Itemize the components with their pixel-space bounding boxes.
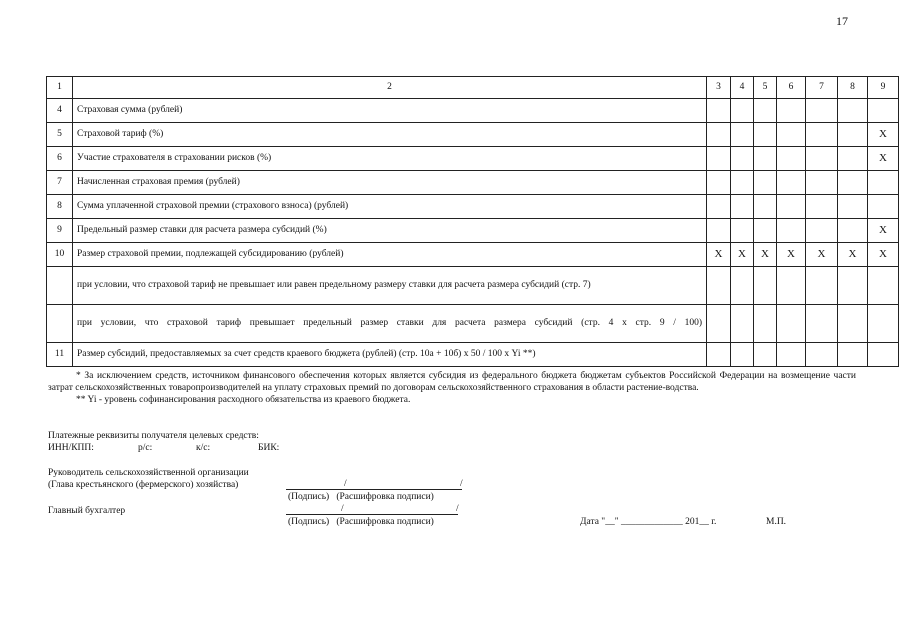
accountant-signature-line bbox=[286, 514, 458, 515]
row-number bbox=[47, 267, 73, 305]
row-mark-cell bbox=[777, 267, 806, 305]
row-mark-cell: Х bbox=[838, 243, 868, 267]
row-mark-cell bbox=[868, 305, 899, 343]
row-mark-cell: Х bbox=[868, 243, 899, 267]
row-mark-cell bbox=[777, 99, 806, 123]
footnotes bbox=[48, 370, 856, 406]
row-label: Предельный размер ставки для расчета размера субсидий (%) bbox=[73, 219, 707, 243]
row-label: Участие страхователя в страховании рисков (%) bbox=[73, 147, 707, 171]
header-cell: 3 bbox=[707, 77, 731, 99]
row-number: 11 bbox=[47, 343, 73, 367]
row-label: при условии, что страховой тариф не превышает или равен предельному размеру ставки для расчета размера субсидий (стр. 7) bbox=[73, 267, 707, 305]
head-signature-slash-1: / bbox=[344, 479, 347, 489]
row-mark-cell bbox=[838, 171, 868, 195]
row-mark-cell bbox=[838, 219, 868, 243]
row-mark-cell bbox=[838, 305, 868, 343]
row-mark-cell bbox=[754, 305, 777, 343]
row-mark-cell bbox=[777, 123, 806, 147]
row-mark-cell bbox=[868, 99, 899, 123]
row-mark-cell bbox=[707, 195, 731, 219]
row-label: при условии, что страховой тариф превышает предельный размер ставки для расчета размера субсидий (стр. 4 х стр. 9 / 100) bbox=[73, 305, 707, 343]
row-mark-cell: Х bbox=[868, 219, 899, 243]
row-mark-cell bbox=[707, 147, 731, 171]
row-mark-cell bbox=[731, 219, 754, 243]
row-mark-cell bbox=[754, 123, 777, 147]
subsidy-calculation-table bbox=[46, 76, 899, 367]
row-mark-cell: Х bbox=[806, 243, 838, 267]
row-number: 9 bbox=[47, 219, 73, 243]
row-mark-cell: Х bbox=[754, 243, 777, 267]
accountant-signature-caption: (Подпись) (Расшифровка подписи) bbox=[288, 517, 434, 527]
row-mark-cell bbox=[707, 219, 731, 243]
table-row bbox=[47, 219, 899, 243]
row-number: 6 bbox=[47, 147, 73, 171]
row-mark-cell bbox=[777, 171, 806, 195]
row-mark-cell bbox=[754, 343, 777, 367]
row-mark-cell bbox=[707, 171, 731, 195]
table-row bbox=[47, 243, 899, 267]
payment-bik-label: БИК: bbox=[258, 443, 280, 453]
row-mark-cell bbox=[838, 343, 868, 367]
row-mark-cell bbox=[777, 305, 806, 343]
header-cell: 4 bbox=[731, 77, 754, 99]
table-row bbox=[47, 123, 899, 147]
payment-title: Платежные реквизиты получателя целевых средств: bbox=[48, 431, 259, 441]
row-mark-cell bbox=[731, 267, 754, 305]
head-signature-caption: (Подпись) (Расшифровка подписи) bbox=[288, 492, 434, 502]
row-mark-cell bbox=[868, 171, 899, 195]
row-mark-cell bbox=[777, 147, 806, 171]
row-mark-cell bbox=[806, 123, 838, 147]
row-mark-cell bbox=[868, 195, 899, 219]
head-signature-title: Руководитель сельскохозяйственной организации bbox=[48, 468, 249, 478]
header-cell: 8 bbox=[838, 77, 868, 99]
row-mark-cell bbox=[731, 305, 754, 343]
row-number bbox=[47, 305, 73, 343]
row-mark-cell bbox=[754, 267, 777, 305]
row-mark-cell: Х bbox=[868, 123, 899, 147]
row-mark-cell: Х bbox=[777, 243, 806, 267]
row-mark-cell bbox=[707, 305, 731, 343]
page-number: 17 bbox=[836, 14, 848, 28]
stamp-label: М.П. bbox=[766, 517, 787, 527]
row-mark-cell bbox=[731, 123, 754, 147]
row-mark-cell bbox=[838, 123, 868, 147]
header-cell: 5 bbox=[754, 77, 777, 99]
table-row bbox=[47, 99, 899, 123]
row-label: Начисленная страховая премия (рублей) bbox=[73, 171, 707, 195]
table-row bbox=[47, 171, 899, 195]
row-label: Страховой тариф (%) bbox=[73, 123, 707, 147]
row-number: 8 bbox=[47, 195, 73, 219]
row-mark-cell bbox=[731, 171, 754, 195]
row-label: Страховая сумма (рублей) bbox=[73, 99, 707, 123]
row-mark-cell bbox=[707, 99, 731, 123]
row-label: Сумма уплаченной страховой премии (страхового взноса) (рублей) bbox=[73, 195, 707, 219]
row-mark-cell bbox=[806, 343, 838, 367]
row-mark-cell bbox=[707, 123, 731, 147]
header-cell: 7 bbox=[806, 77, 838, 99]
accountant-signature-slash-2: / bbox=[456, 504, 459, 514]
head-signature-slash-2: / bbox=[460, 479, 463, 489]
payment-inn-label: ИНН/КПП: bbox=[48, 443, 94, 453]
row-mark-cell bbox=[806, 219, 838, 243]
row-mark-cell bbox=[838, 147, 868, 171]
row-mark-cell bbox=[806, 305, 838, 343]
row-mark-cell bbox=[731, 195, 754, 219]
row-mark-cell bbox=[777, 343, 806, 367]
header-cell: 6 bbox=[777, 77, 806, 99]
row-mark-cell bbox=[754, 99, 777, 123]
footnote-1: * За исключением средств, источником финансового обеспечения которых является субсидия из федерального бюджета бюджетам субъектов Российской Федерации на возмещение части затрат сельскохозяйственных товаропроизводителей на уплату страховых премий по договорам сельскохозяйственного страхования в области растение-водства. bbox=[48, 371, 856, 393]
payment-rs-label: р/с: bbox=[138, 443, 153, 453]
row-number: 7 bbox=[47, 171, 73, 195]
row-mark-cell bbox=[731, 99, 754, 123]
table-row bbox=[47, 343, 899, 367]
row-mark-cell bbox=[731, 343, 754, 367]
table-row bbox=[47, 147, 899, 171]
row-mark-cell bbox=[707, 267, 731, 305]
table-header-row bbox=[47, 77, 899, 99]
row-mark-cell bbox=[754, 219, 777, 243]
header-cell: 9 bbox=[868, 77, 899, 99]
row-label: Размер страховой премии, подлежащей субсидированию (рублей) bbox=[73, 243, 707, 267]
footnote-2: ** Yi - уровень софинансирования расходного обязательства из краевого бюджета. bbox=[76, 395, 411, 405]
row-mark-cell bbox=[868, 343, 899, 367]
row-mark-cell bbox=[806, 195, 838, 219]
row-mark-cell bbox=[806, 171, 838, 195]
row-mark-cell: Х bbox=[868, 147, 899, 171]
row-mark-cell: Х bbox=[707, 243, 731, 267]
accountant-signature-title: Главный бухгалтер bbox=[48, 506, 126, 516]
row-mark-cell bbox=[838, 99, 868, 123]
row-mark-cell bbox=[754, 171, 777, 195]
row-mark-cell bbox=[806, 99, 838, 123]
row-mark-cell bbox=[731, 147, 754, 171]
row-number: 5 bbox=[47, 123, 73, 147]
row-mark-cell bbox=[838, 267, 868, 305]
table-row bbox=[47, 195, 899, 219]
payment-ks-label: к/с: bbox=[196, 443, 211, 453]
row-mark-cell bbox=[868, 267, 899, 305]
row-mark-cell bbox=[754, 195, 777, 219]
head-signature-subtitle: (Глава крестьянского (фермерского) хозяйства) bbox=[48, 480, 239, 490]
row-label: Размер субсидий, предоставляемых за счет средств краевого бюджета (рублей) (стр. 10а + 10б) х 50 / 100 х Yi **) bbox=[73, 343, 707, 367]
row-mark-cell bbox=[707, 343, 731, 367]
row-mark-cell: Х bbox=[731, 243, 754, 267]
header-cell: 1 bbox=[47, 77, 73, 99]
row-mark-cell bbox=[838, 195, 868, 219]
row-mark-cell bbox=[777, 195, 806, 219]
table-row bbox=[47, 267, 899, 305]
row-number: 4 bbox=[47, 99, 73, 123]
date-field: Дата "__" _____________ 201__ г. bbox=[580, 517, 717, 527]
row-mark-cell bbox=[777, 219, 806, 243]
header-cell: 2 bbox=[73, 77, 707, 99]
table-row bbox=[47, 305, 899, 343]
accountant-signature-slash-1: / bbox=[341, 504, 344, 514]
row-mark-cell bbox=[754, 147, 777, 171]
row-mark-cell bbox=[806, 267, 838, 305]
row-mark-cell bbox=[806, 147, 838, 171]
head-signature-line bbox=[286, 489, 462, 490]
row-number: 10 bbox=[47, 243, 73, 267]
